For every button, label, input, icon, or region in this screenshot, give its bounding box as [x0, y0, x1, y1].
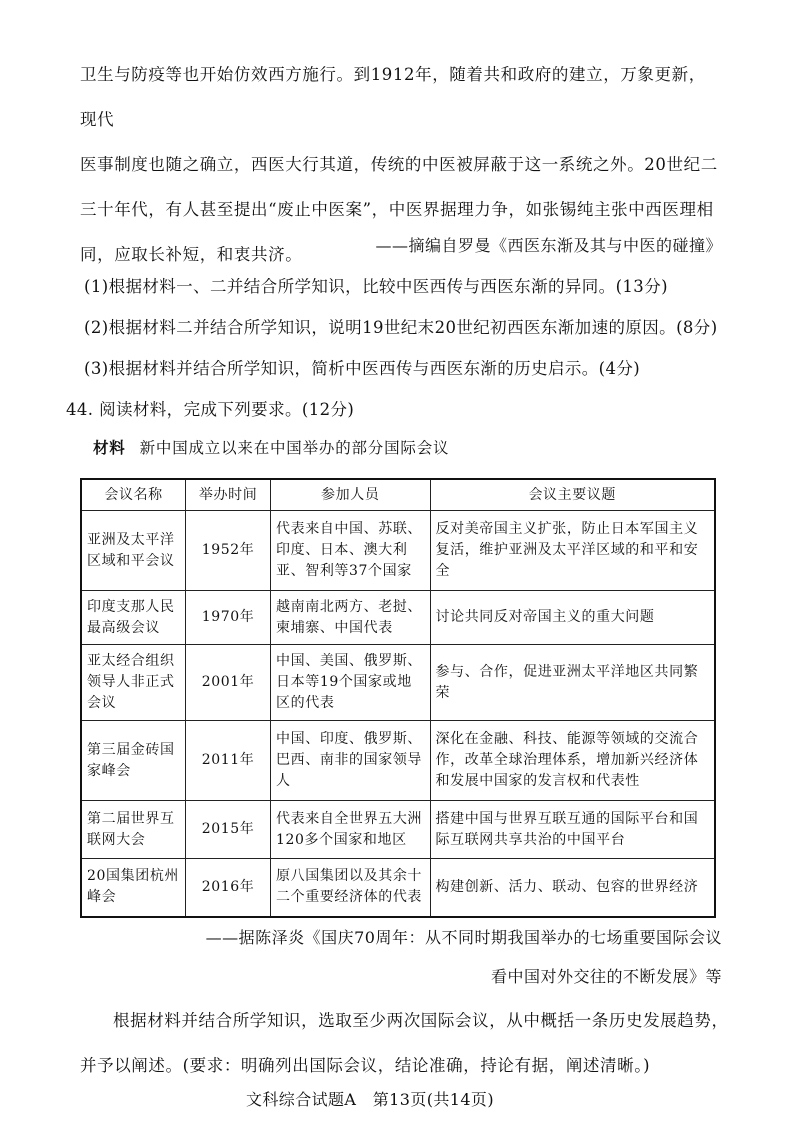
header-topics: 会议主要议题	[430, 479, 715, 511]
table-row	[81, 801, 715, 859]
paragraph-line: 卫生与防疫等也开始仿效西方施行。到1912年，随着共和政府的建立，万象更新，现代	[80, 65, 706, 129]
header-participants: 参加人员	[271, 479, 430, 511]
cell-name: 亚太经合组织领导人非正式会议	[81, 645, 186, 721]
table-row	[81, 721, 715, 801]
citation-2-line2: 看中国对外交往的不断发展》等	[490, 967, 722, 986]
cell-topics: 参与、合作，促进亚洲太平洋地区共同繁荣	[430, 645, 715, 721]
paragraph-line: 医事制度也随之确立，西医大行其道，传统的中医被屏蔽于这一系统之外。20世纪二	[80, 155, 718, 174]
task-paragraph	[80, 998, 730, 1088]
cell-participants: 中国、美国、俄罗斯、日本等19个国家或地区的代表	[271, 645, 430, 721]
table-header-row	[81, 479, 715, 511]
cell-topics: 构建创新、活力、联动、包容的世界经济	[430, 859, 715, 917]
cell-time: 1952年	[186, 511, 271, 591]
cell-time: 2011年	[186, 721, 271, 801]
cell-topics: 搭建中国与世界互联互通的国际平台和国际互联网共享共治的中国平台	[430, 801, 715, 859]
table-row	[81, 645, 715, 721]
material-heading	[93, 436, 449, 458]
cell-topics: 深化在金融、科技、能源等领域的交流合作，改革全球治理体系，增加新兴经济体和发展中国家的发言权和代表性	[430, 721, 715, 801]
question-2: (2)根据材料二并结合所学知识，说明19世纪末20世纪初西医东渐加速的原因。(8分)	[84, 318, 718, 337]
header-name: 会议名称	[81, 479, 186, 511]
paragraph-line: 同，应取长补短，和衷共济。	[80, 245, 303, 264]
cell-participants: 代表来自全世界五大洲120多个国家和地区	[271, 801, 430, 859]
question-44-title: 44. 阅读材料，完成下列要求。(12分)	[66, 400, 355, 419]
cell-name: 亚洲及太平洋区域和平会议	[81, 511, 186, 591]
material-title: 新中国成立以来在中国举办的部分国际会议	[139, 439, 450, 457]
cell-time: 2016年	[186, 859, 271, 917]
question-3: (3)根据材料并结合所学知识，简析中医西传与西医东渐的历史启示。(4分)	[84, 359, 641, 378]
cell-time: 2015年	[186, 801, 271, 859]
cell-participants: 原八国集团以及其余十二个重要经济体的代表	[271, 859, 430, 917]
question-1: (1)根据材料一、二并结合所学知识，比较中医西传与西医东渐的异同。(13分)	[84, 277, 668, 296]
citation-1: ——摘编自罗曼《西医东渐及其与中医的碰撞》	[375, 236, 722, 255]
table-row	[81, 511, 715, 591]
cell-topics: 反对美帝国主义扩张，防止日本军国主义复活，维护亚洲及太平洋区域的和平和安全	[430, 511, 715, 591]
task-line: 并予以阐述。(要求：明确列出国际会议，结论准确，持论有据，阐述清晰。)	[80, 1056, 651, 1075]
cell-participants: 代表来自中国、苏联、印度、日本、澳大利亚、智利等37个国家	[271, 511, 430, 591]
cell-participants: 中国、印度、俄罗斯、巴西、南非的国家领导人	[271, 721, 430, 801]
citation-2-line1: ——据陈泽炎《国庆70周年：从不同时期我国举办的七场重要国际会议	[205, 928, 722, 947]
header-time: 举办时间	[186, 479, 271, 511]
conference-table	[80, 478, 716, 918]
cell-participants: 越南南北两方、老挝、柬埔寨、中国代表	[271, 591, 430, 645]
page-footer: 文科综合试题A 第13页(共14页)	[246, 1090, 494, 1109]
table-row	[81, 859, 715, 917]
cell-name: 20国集团杭州峰会	[81, 859, 186, 917]
cell-name: 第二届世界互联网大会	[81, 801, 186, 859]
material-label: 材料	[93, 438, 126, 457]
cell-name: 第三届金砖国家峰会	[81, 721, 186, 801]
cell-name: 印度支那人民最高级会议	[81, 591, 186, 645]
cell-time: 1970年	[186, 591, 271, 645]
cell-time: 2001年	[186, 645, 271, 721]
task-line: 根据材料并结合所学知识，选取至少两次国际会议，从中概括一条历史发展趋势，	[113, 1011, 729, 1030]
table-row	[81, 591, 715, 645]
cell-topics: 讨论共同反对帝国主义的重大问题	[430, 591, 715, 645]
paragraph-line: 三十年代，有人甚至提出“废止中医案”，中医界据理力争，如张锡纯主张中西医理相	[80, 200, 714, 219]
